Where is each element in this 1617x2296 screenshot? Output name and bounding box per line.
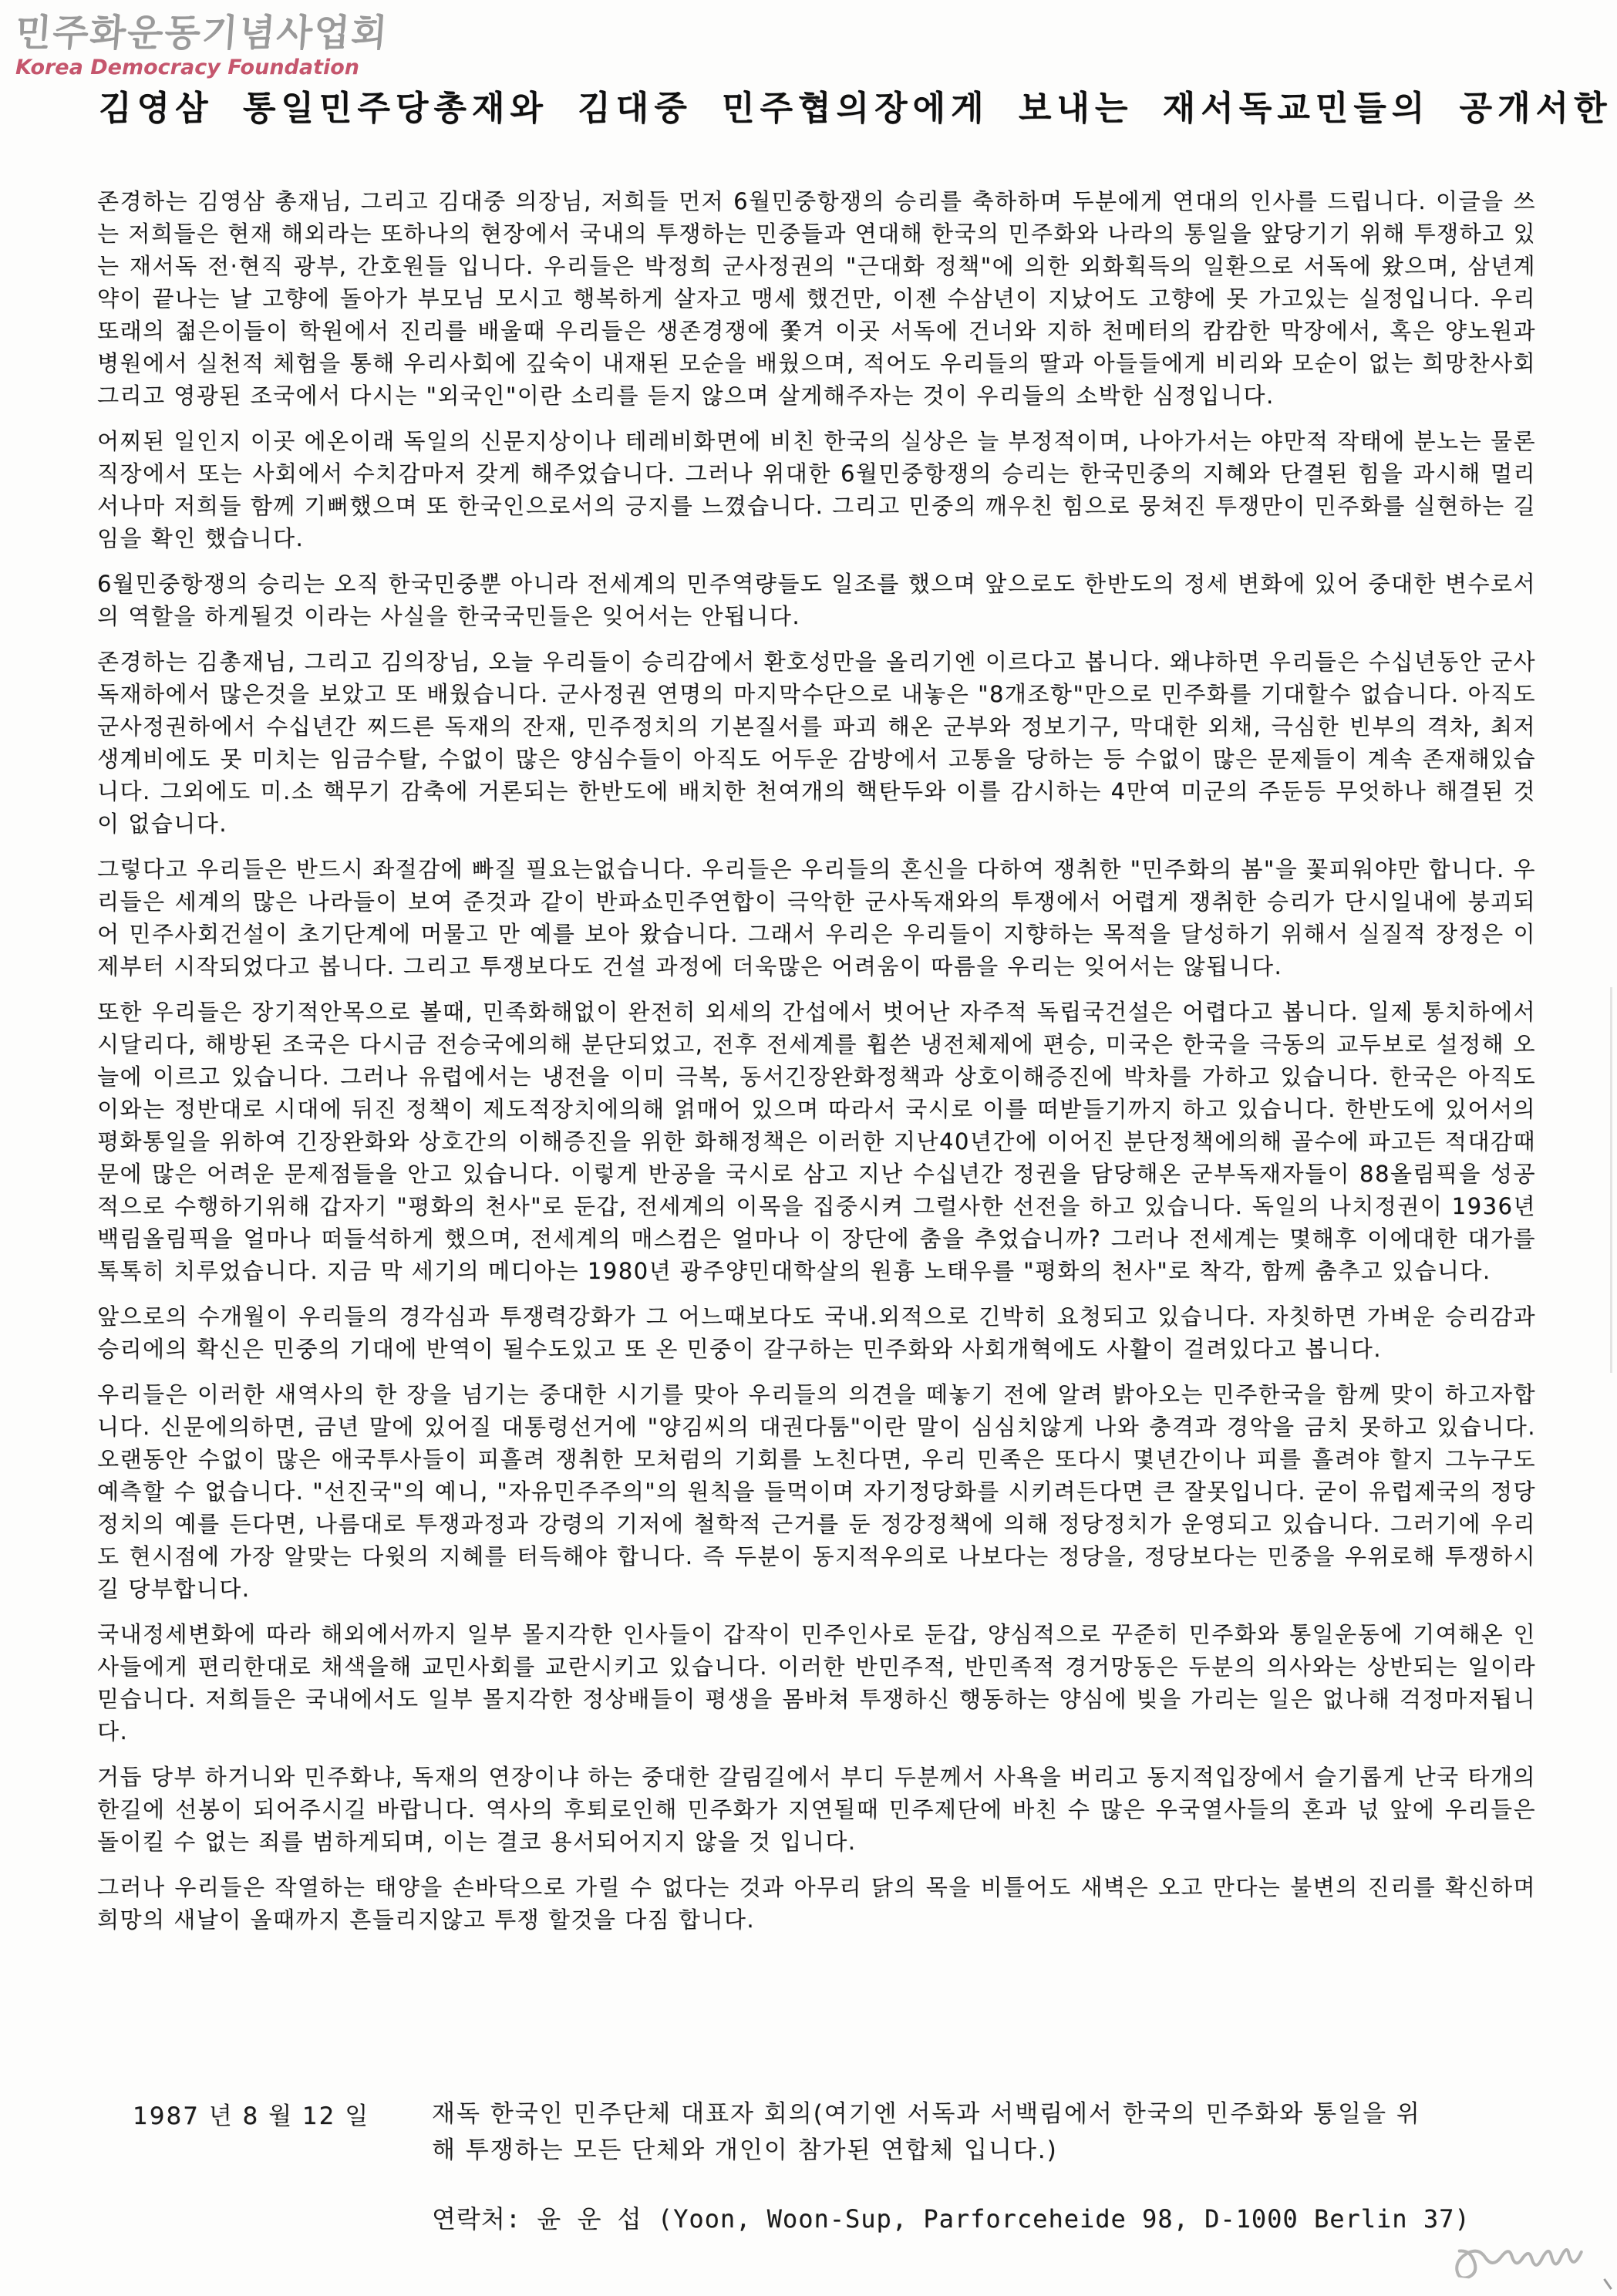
pencil-scribble-icon	[1422, 2212, 1590, 2293]
letter-paragraph: 그러나 우리들은 작열하는 태양을 손바닥으로 가릴 수 없다는 것과 아무리 닭의 목을 비틀어도 새벽은 오고 만다는 불변의 진리를 확신하며 희망의 새날이 올때까지 흔들리지않고 투쟁 할것을 다짐 합니다.	[97, 1874, 1536, 1933]
letter-paragraph: 그렇다고 우리들은 반드시 좌절감에 빠질 필요는없습니다. 우리들은 우리들의 혼신을 다하여 쟁취한 "민주화의 봄"을 꽃피워야만 합니다. 우리들은 세계의 많은 나라들이 보여 준것과 같이 반파쇼민주연합이 극악한 군사독재와의 투쟁에서 어렵게 쟁취한 승리가 단시일내에 붕괴되어 민주사회건설이 초기단계에 머물고 만 예를 보아 왔습니다. 그래서 우리은 우리들이 지향하는 목적을 달성하기 위해서 실질적 장정은 이제부터 시작되었다고 봅니다. 그리고 투쟁보다도 건설 과정에 더욱많은 어려움이 따름을 우리는 잊어서는 않됩니다.	[97, 856, 1536, 979]
signature-block	[432, 2096, 1470, 2235]
letter-paragraph: 우리들은 이러한 새역사의 한 장을 넘기는 중대한 시기를 맞아 우리들의 의견을 떼놓기 전에 알려 밝아오는 민주한국을 함께 맞이 하고자합니다. 신문에의하면, 금년 말에 있어질 대통령선거에 "양김씨의 대권다툼"이란 말이 심심치않게 나와 충격과 경악을 금치 못하고 있습니다. 오랜동안 수없이 많은 애국투사들이 피흘려 쟁취한 모처럼의 기회를 노친다면, 우리 민족은 또다시 몇년간이나 피를 흘려야 할지 그누구도 예측할 수 없습니다. "선진국"의 예니, "자유민주주의"의 원칙을 들먹이며 자기정당화를 시키려든다면 큰 잘못입니다. 굳이 유럽제국의 정당정치의 예를 든다면, 나름대로 투쟁과정과 강령의 기저에 철학적 근거를 둔 정강정책에 의해 정당정치가 운영되고 있습니다. 그러기에 우리도 현시점에 가장 알맞는 다윗의 지혜를 터득해야 합니다. 즉 두분이 동지적우의로 나보다는 정당을, 정당보다는 민중을 우위로해 투쟁하시길 당부합니다.	[97, 1381, 1536, 1602]
kdf-logo	[15, 14, 389, 79]
scan-edge-artifact	[1610, 987, 1612, 1373]
letter-title: 김영삼 통일민주당총재와 김대중 민주협의장에게 보내는 재서독교민들의 공개서한	[99, 89, 1612, 128]
letter-date: 1987 년 8 월 12 일	[133, 2102, 370, 2130]
contact-line: 연락처: 윤 운 섭 (Yoon, Woon-Sup, Parforceheide 98, D-1000 Berlin 37)	[432, 2204, 1470, 2234]
letter-paragraph: 또한 우리들은 장기적안목으로 볼때, 민족화해없이 완전히 외세의 간섭에서 벗어난 자주적 독립국건설은 어렵다고 봅니다. 일제 통치하에서 시달리다, 해방된 조국은 다시금 전승국에의해 분단되었고, 전후 전세계를 휩쓴 냉전체제에 편승, 미국은 한국을 극동의 교두보로 설정해 오늘에 이르고 있습니다. 그러나 유럽에서는 냉전을 이미 극복, 동서긴장완화정책과 상호이해증진에 박차를 가하고 있습니다. 한국은 아직도 이와는 정반대로 시대에 뒤진 정책이 제도적장치에의해 얽매어 있으며 따라서 국시로 이를 떠받들기까지 하고 있습니다. 한반도에 있어서의 평화통일을 위하여 긴장완화와 상호간의 이해증진을 위한 화해정책은 이러한 지난40년간에 이어진 분단정책에의해 골수에 파고든 적대감때문에 많은 어려운 문제점들을 안고 있습니다. 이렇게 반공을 국시로 삼고 지난 수십년간 정권을 담당해온 군부독재자들이 88올림픽을 성공적으로 수행하기위해 갑자기 "평화의 천사"로 둔갑, 전세계의 이목을 집중시켜 그럴사한 선전을 하고 있습니다. 독일의 나치정권이 1936년 백림올림픽을 얼마나 떠들석하게 했으며, 전세계의 매스컴은 얼마나 이 장단에 춤을 추었습니까? 그러나 전세계는 몇해후 이에대한 대가를 톡톡히 치루었습니다. 지금 막 세기의 메디아는 1980년 광주양민대학살의 원흉 노태우를 "평화의 천사"로 착각, 함께 춤추고 있습니다.	[97, 999, 1536, 1284]
scan-corner-artifact	[1603, 2278, 1612, 2290]
signature-line: 재독 한국인 민주단체 대표자 회의(여기엔 서독과 서백림에서 한국의 민주화와 통일을 위해 투쟁하는 모든 단체와 개인이 참가된 연합체 입니다.)	[432, 2100, 1421, 2164]
letter-paragraph: 거듭 당부 하거니와 민주화냐, 독재의 연장이냐 하는 중대한 갈림길에서 부디 두분께서 사욕을 버리고 동지적입장에서 슬기롭게 난국 타개의 한길에 선봉이 되어주시길 바랍니다. 역사의 후퇴로인해 민주화가 지연될때 민주제단에 바친 수 많은 우국열사들의 혼과 넋 앞에 우리들은 돌이킬 수 없는 죄를 범하게되며, 이는 결코 용서되어지지 않을 것 입니다.	[97, 1764, 1536, 1855]
kdf-logo-english: Korea Democracy Foundation	[15, 56, 360, 80]
letter-paragraph: 존경하는 김총재님, 그리고 김의장님, 오늘 우리들이 승리감에서 환호성만을 올리기엔 이르다고 봅니다. 왜냐하면 우리들은 수십년동안 군사독재하에서 많은것을 보았고 또 배웠습니다. 군사정권 연명의 마지막수단으로 내놓은 "8개조항"만으로 민주화를 기대할수 없습니다. 아직도 군사정권하에서 수십년간 찌드른 독재의 잔재, 민주정치의 기본질서를 파괴 해온 군부와 정보기구, 막대한 외채, 극심한 빈부의 격차, 최저생계비에도 못 미치는 임금수탈, 수없이 많은 양심수들이 아직도 어두운 감방에서 고통을 당하는 등 수없이 많은 문제들이 계속 존재해있습니다. 그외에도 미.소 핵무기 감축에 거론되는 한반도에 배치한 천여개의 핵탄두와 이를 감시하는 4만여 미군의 주둔등 무엇하나 해결된 것이 없습니다.	[97, 649, 1536, 837]
letter-closing	[97, 2096, 1555, 2235]
letter-body	[97, 185, 1536, 1949]
kdf-logo-korean-calligraphy: 민주화운동기념사업회	[14, 12, 390, 55]
letter-paragraph: 존경하는 김영삼 총재님, 그리고 김대중 의장님, 저희들 먼저 6월민중항쟁의 승리를 축하하며 두분에게 연대의 인사를 드립니다. 이글을 쓰는 저희들은 현재 해외라는 또하나의 현장에서 국내의 투쟁하는 민중들과 연대해 한국의 민주화와 나라의 통일을 앞당기기 위해 투쟁하고 있는 재서독 전·현직 광부, 간호원들 입니다. 우리들은 박정희 군사정권의 "근대화 정책"에 의한 외화획득의 일환으로 서독에 왔으며, 삼년계약이 끝나는 날 고향에 돌아가 부모님 모시고 행복하게 살자고 맹세 했건만, 이젠 수삼년이 지났어도 고향에 못 가고있는 실정입니다. 우리 또래의 젊은이들이 학원에서 진리를 배울때 우리들은 생존경쟁에 쫓겨 이곳 서독에 건너와 지하 천메터의 캄캄한 막장에서, 혹은 양노원과 병원에서 실천적 체험을 통해 우리사회에 깊숙이 내재된 모순을 배웠으며, 적어도 우리들의 딸과 아들들에게 비리와 모순이 없는 희망찬사회 그리고 영광된 조국에서 다시는 "외국인"이란 소리를 듣지 않으며 살게해주자는 것이 우리들의 소박한 심정입니다.	[97, 188, 1536, 409]
letter-paragraph: 6월민중항쟁의 승리는 오직 한국민중뿐 아니라 전세계의 민주역량들도 일조를 했으며 앞으로도 한반도의 정세 변화에 있어 중대한 변수로서의 역할을 하게될것 이라는 사실을 한국국민들은 잊어서는 안됩니다.	[97, 571, 1536, 629]
letter-paragraph: 어찌된 일인지 이곳 에온이래 독일의 신문지상이나 테레비화면에 비친 한국의 실상은 늘 부정적이며, 나아가서는 야만적 작태에 분노는 물론 직장에서 또는 사회에서 수치감마저 갖게 해주었습니다. 그러나 위대한 6월민중항쟁의 승리는 한국민중의 지혜와 단결된 힘을 과시해 멀리서나마 저희들 함께 기뻐했으며 또 한국인으로서의 긍지를 느꼈습니다. 그리고 민중의 깨우친 힘으로 뭉쳐진 투쟁만이 민주화를 실현하는 길임을 확인 했습니다.	[97, 428, 1536, 551]
letter-paragraph: 앞으로의 수개월이 우리들의 경각심과 투쟁력강화가 그 어느때보다도 국내.외적으로 긴박히 요청되고 있습니다. 자칫하면 가벼운 승리감과 승리에의 확신은 민중의 기대에 반역이 될수도있고 또 온 민중이 갈구하는 민주화와 사회개혁에도 사활이 걸려있다고 봅니다.	[97, 1303, 1536, 1362]
letter-paragraph: 국내정세변화에 따라 해외에서까지 일부 몰지각한 인사들이 갑작이 민주인사로 둔갑, 양심적으로 꾸준히 민주화와 통일운동에 기여해온 인사들에게 편리한대로 채색을해 교민사회를 교란시키고 있습니다. 이러한 반민주적, 반민족적 경거망동은 두분의 의사와는 상반되는 일이라 믿습니다. 저희들은 국내에서도 일부 몰지각한 정상배들이 평생을 몸바쳐 투쟁하신 행동하는 양심에 빚을 가리는 일은 없나해 걱정마저됩니다.	[97, 1621, 1536, 1745]
